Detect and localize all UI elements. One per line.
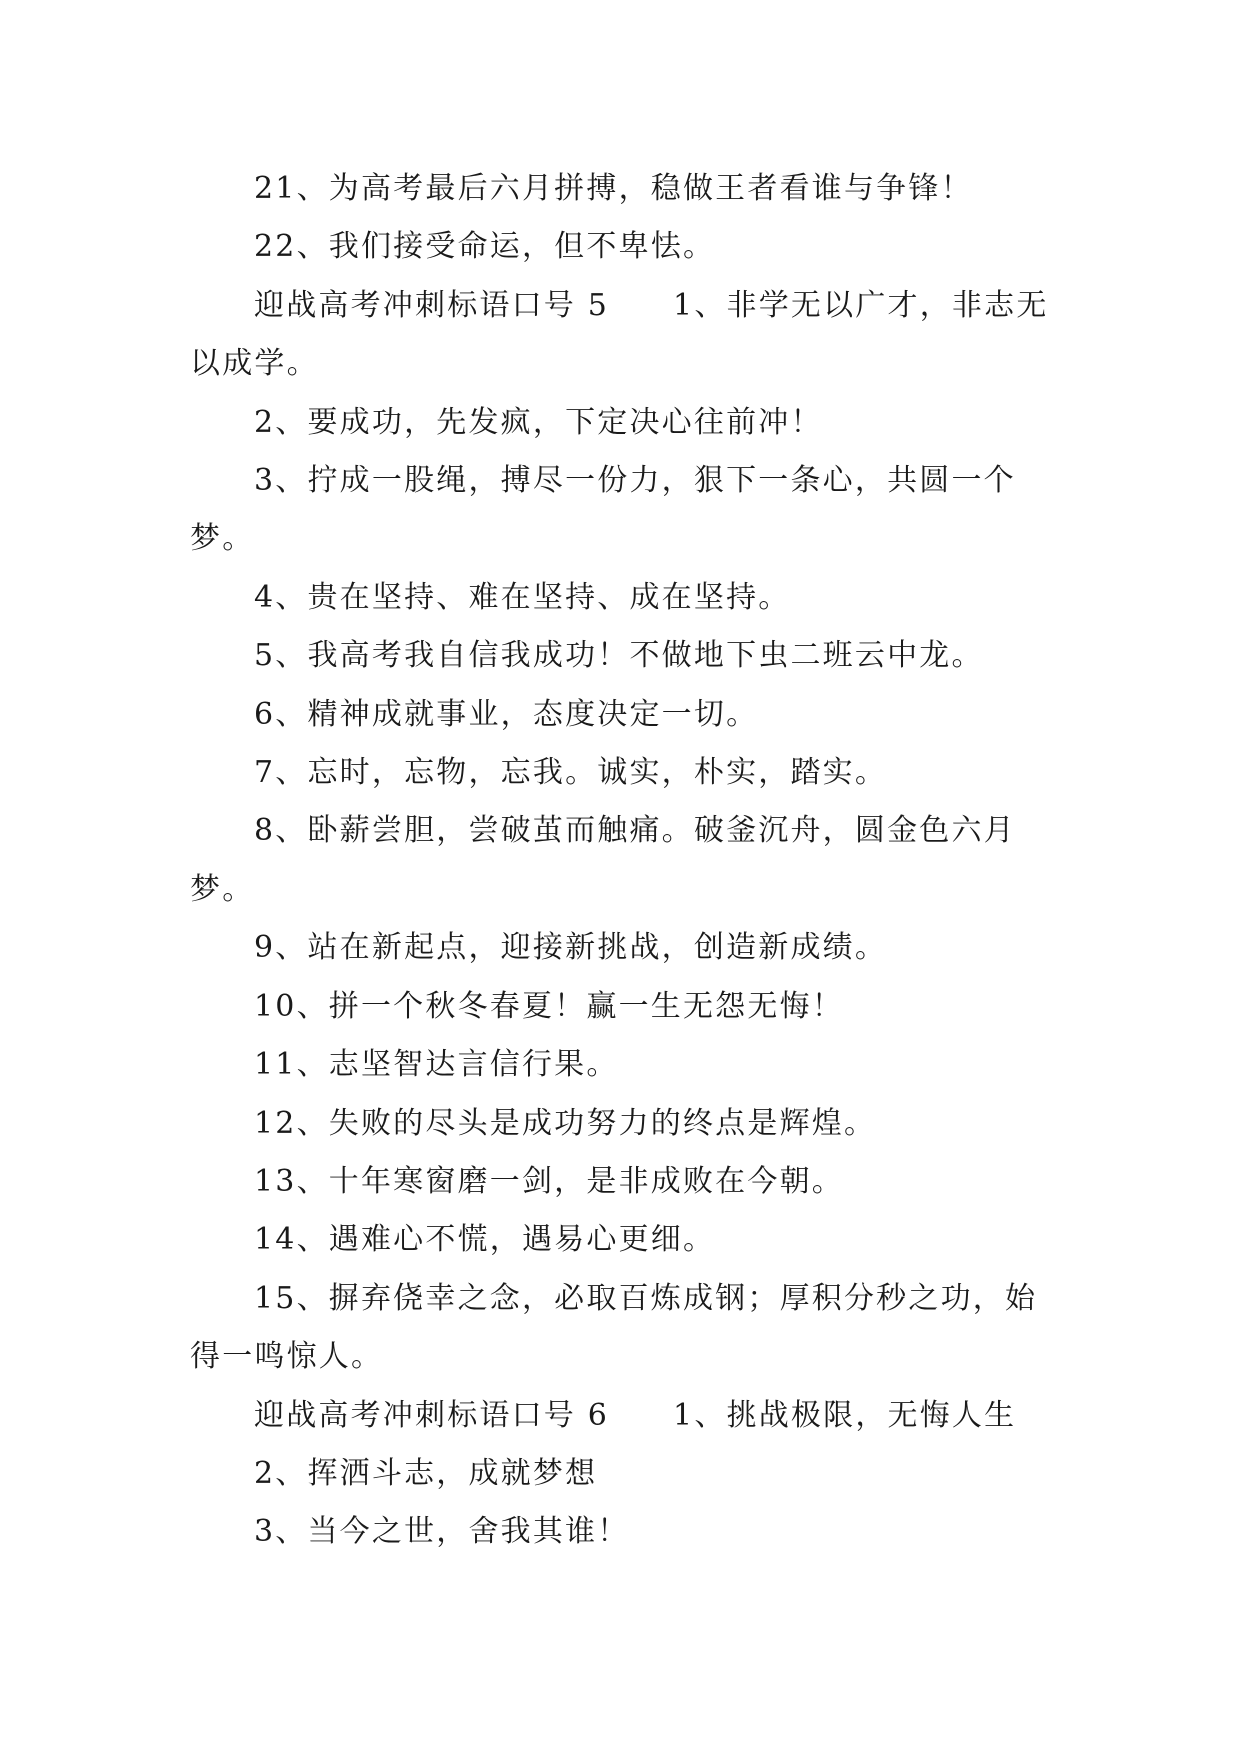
paragraph-text: 1、挑战极限，无悔人生 <box>673 1397 1017 1433</box>
paragraph: 10、拼一个秋冬春夏！赢一生无怨无悔！ <box>254 988 844 1024</box>
paragraph: 5、我高考我自信我成功！不做地下虫二班云中龙。 <box>254 638 984 674</box>
paragraph: 3、拧成一股绳，搏尽一份力，狠下一条心，共圆一个梦。 <box>190 463 1016 557</box>
paragraph: 7、忘时，忘物，忘我。诚实，朴实，踏实。 <box>254 755 888 791</box>
paragraph: 13、十年寒窗磨一剑，是非成败在今朝。 <box>254 1163 844 1199</box>
paragraph: 2、挥洒斗志，成就梦想 <box>254 1455 598 1491</box>
section-paragraph <box>190 1387 1050 1445</box>
paragraph: 11、志坚智达言信行果。 <box>254 1047 619 1083</box>
paragraph: 4、贵在坚持、难在坚持、成在坚持。 <box>254 579 791 615</box>
paragraph: 8、卧薪尝胆，尝破茧而触痛。破釜沉舟，圆金色六月梦。 <box>190 813 1016 907</box>
paragraph: 12、失败的尽头是成功努力的终点是辉煌。 <box>254 1105 877 1141</box>
paragraph: 6、精神成就事业，态度决定一切。 <box>254 696 759 732</box>
paragraph: 15、摒弃侥幸之念，必取百炼成钢；厚积分秒之功，始得一鸣惊人。 <box>190 1280 1038 1375</box>
paragraph-text: 1、非学无以广才，非志无以成学。 <box>190 287 1049 382</box>
section-heading: 迎战高考冲刺标语口号 6 <box>254 1397 610 1433</box>
section-paragraph <box>190 277 1050 394</box>
paragraph: 21、为高考最后六月拼搏，稳做王者看谁与争锋！ <box>254 171 973 206</box>
paragraph: 9、站在新起点，迎接新挑战，创造新成绩。 <box>254 930 888 966</box>
paragraph: 14、遇难心不慌，遇易心更细。 <box>254 1222 716 1258</box>
paragraph: 3、当今之世，舍我其谁！ <box>254 1514 630 1550</box>
document-body <box>190 160 1050 1562</box>
section-heading: 迎战高考冲刺标语口号 5 <box>254 287 610 323</box>
paragraph: 2、要成功，先发疯，下定决心往前冲！ <box>254 404 823 440</box>
paragraph: 22、我们接受命运，但不卑怯。 <box>254 229 716 265</box>
